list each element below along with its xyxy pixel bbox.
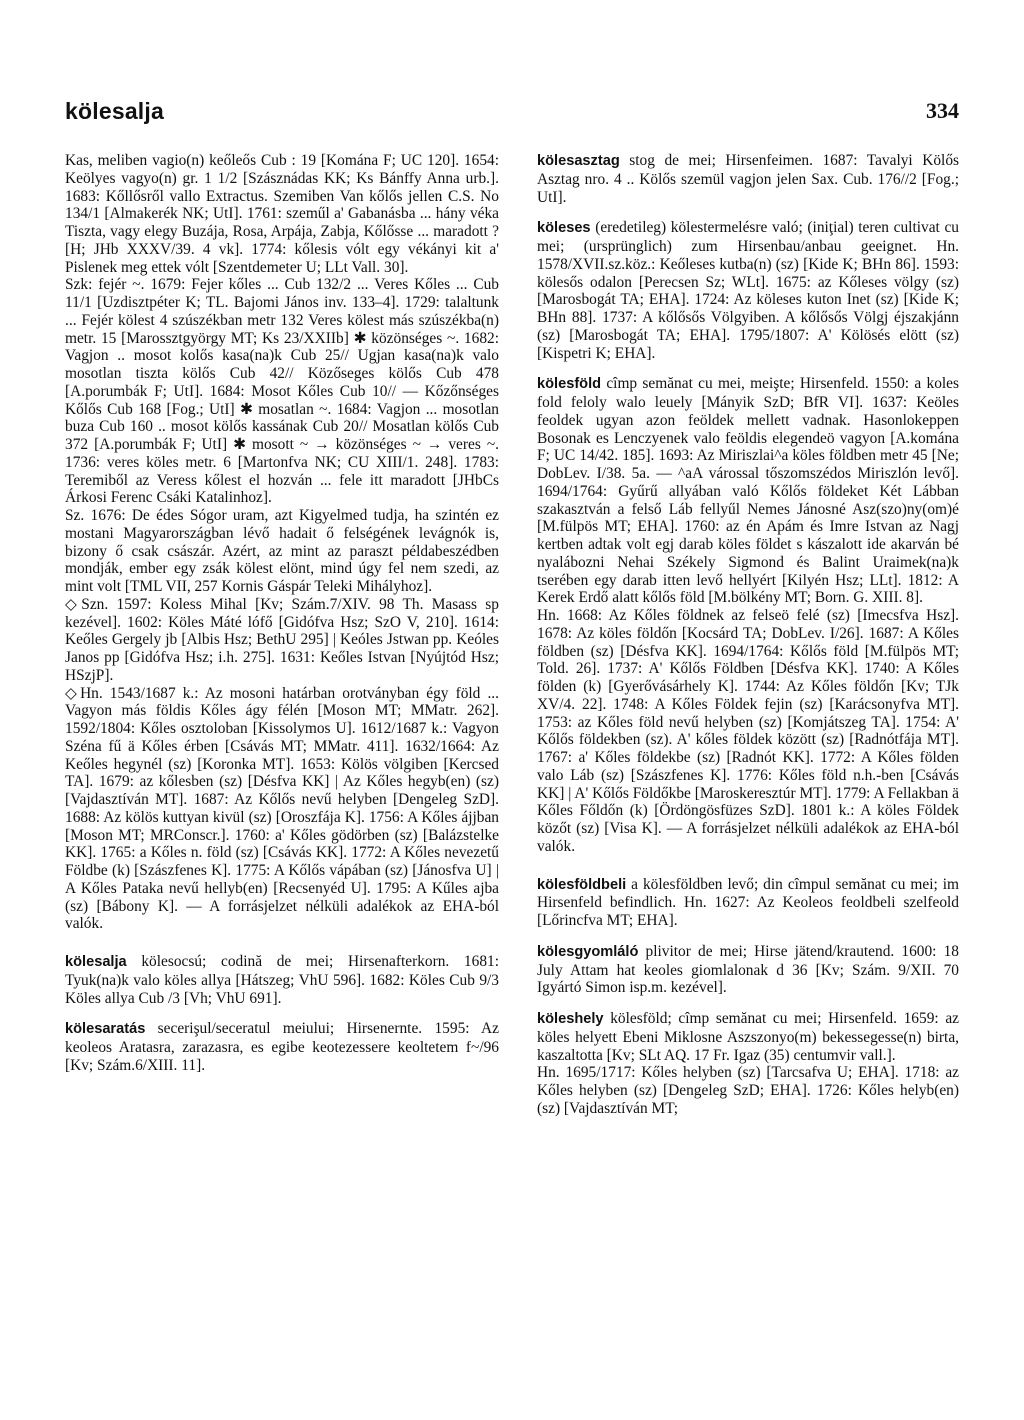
entry-body: (eredetileg) kölestermelésre való; (iniţial) teren cultivat cu mei; (ursprünglich) zum Hirsenbau/anbau geeignet. Hn. 1578/XVII.sz.köz.: Keőleses kutba(n) (sz) [Kide K; BHn 86]. 1593: kölesős odalon [Perecsen Sz; WLt]. 1675: az Kőleses völgy (sz) [Marosbogát TA; EHA]. 1724: Az köleses kuton Inet (sz) [Kide K; BHn 88]. 1737: A kőlősős Völgyiben. A kőlősős Völgj éjszakjánn (sz) [Marosbogát TA; EHA]. 1795/1807: A' Kölösés elött (sz) [Kispetri K; EHA]. bbox=[537, 219, 959, 362]
headword: kölesasztag bbox=[537, 153, 620, 169]
headword: köleses bbox=[537, 220, 591, 237]
entry-kolesgyomlalo bbox=[537, 943, 959, 997]
entry-szk-section: Szk: fejér ~. 1679: Fejer kőles ... Cub 132/2 ... Veres Kőles ... Cub 11/1 [Uzdisztpéter K; TL. Bajomi János inv. 133–4]. 1729: talaltunk ... Fejér kölest 4 szúszékban metr 132 Veres kölest más szúszékba(n) metr. 15 [Marossztgyörgy MT; Ks 23/XXIIb] ✱ közönséges ~. 1682: Vagjon .. mosot kolős kasa(na)k Cub 25// Ugjan kasa(na)k valo mosotlan tiszta kölős Cub 42// Közőseges kölős Cub 478 [A.porumbák F; UtI]. 1684: Mosot Kőles Cub 10// — Kőzőnséges Kőlős Cub 168 [Fog.; UtI] ✱ mosatlan ~. 1684: Vagjon ... mosotlan buza Cub 160 .. mosot kölős kassának Cub 20// Mosatlan kölős Cub 372 [A.porumbák F; UtI] ✱ mosott ~ → közönséges ~ → veres ~. 1736: veres köles metr. 6 [Martonfva NK; CU XIII/1. 248]. 1783: Teremiből az Veress kőlest el hozván ... fele itt maradott [JHbCs Árkosi Ferenc Csáki Katalinhoz]. bbox=[65, 276, 499, 507]
headword: kölesalja bbox=[65, 954, 127, 970]
entry-koleses bbox=[537, 219, 959, 362]
headword: kölesaratás bbox=[65, 1021, 146, 1038]
entry-body: plivitor de mei; Hirse jätend/krautend. 1600: 18 July Attam hat keoles giomlalonak d 36 [Kv; Szám. 9/XII. 70 Igyártó Simon isp.m. kezével]. bbox=[537, 942, 959, 997]
entry-sz-section: Sz. 1676: De édes Sógor uram, azt Kigyelmed tudja, ha szintén ez mostani Magyarországban lévő hadait ő felségének levágnók is, bizony ő csak császár. Azért, az mint az paraszt példabeszédben mondják, ember egy zsák kölest elönt, mind úgy fel nem szedi, az mint volt [TML VII, 257 Kornis Gáspár Teleki Mihályhoz]. bbox=[65, 507, 499, 595]
entry-body: stog de mei; Hirsenfeimen. 1687: Tavalyi Kölős Asztag nro. 4 .. Kölős szemül vagjon jelen Sax. Cub. 176//2 [Fog.; UtI]. bbox=[537, 152, 959, 206]
headword: kölesföld bbox=[537, 376, 602, 393]
entry-kolesaratas bbox=[65, 1020, 499, 1074]
entry-body: a kölesföldben levő; din cîmpul semănat cu mei; im Hirsenfeld befindlich. Hn. 1627: Az Keoleos feoldbeli szelfeold [Lőrincfva MT; EHA]. bbox=[537, 875, 959, 929]
entry-body: kölesocsú; codină de mei; Hirsenafterkorn. 1681: Tyuk(na)k valo köles allya [Hátszeg; VhU 596]. 1682: Köles Cub 9/3 Köles allya Cub /3 [Vh; VhU 691]. bbox=[65, 953, 499, 1007]
entry-body: cîmp semănat cu mei, meişte; Hirsenfeld. 1550: a koles fold feloly walo leuely [Mányik SzD; BfR VI]. 1637: Keöles feoldek ugyan azon feöldek mellett vadnak. Hasonlokeppen Bosonak es Lenczyenek valo feöldis elegendeö vagyon [A.komána F; UC 14/42. 185]. 1693: Az Miriszlai^a köles földben metr 45 [Ne; DobLev. I/38. 5a. — ^aA várossal tőszomszédos Miriszlón levő]. 1694/1764: Gyűrű allyában való Kőlős földeket Két Lábban szakasztván a felső Láb fellyűl Nemes Jánosné Asz(szo)ny(om)é [M.fülpös MT; EHA]. 1760: az én Apám és Imre Istvan az Nagj kertben adtak volt egj darab köles földet s kászalott ide akarván bé nyalábozni Nehai Székely Sigmond és Balint Uraimek(na)k tserében egy darab itten levő hellyért [Kilyén Hsz; LLt]. 1812: A Kerek Erdő alatt kőlős föld [M.bölkény MT; Born. G. XIII. 8]. bbox=[537, 375, 959, 607]
entry-kolesfoldbeli bbox=[537, 876, 959, 930]
entry-hn-section: Hn. 1695/1717: Kőles helyben (sz) [Tarcsafva U; EHA]. 1718: az Kőles helyben (sz) [Dengeleg SzD; EHA]. 1726: Kőles helyb(en) (sz) [Vajdasztíván MT; bbox=[537, 1064, 959, 1117]
headword: kölesföldbeli bbox=[537, 876, 627, 893]
entry-hn-section: ◇Hn. 1543/1687 k.: Az mosoni határban orotványban égy föld ... Vagyon más földis Kőles ágy félén [Moson MT; MMatr. 262]. 1592/1804: Kőles osztoloban [Kissolymos U]. 1612/1687 k.: Vagyon Széna fű ä Kőles érben [Csávás MT; MMatr. 411]. 1632/1664: Az Keőles hegynél (sz) [Koronka MT]. 1653: Kölös völgiben [Kercsed TA]. 1679: az kőlesben (sz) [Désfva KK] | Az Kőles hegyb(en) (sz) [Vajdasztíván MT]. 1687: Az Kőlős nevű helyben [Dengeleg SzD]. 1688: Az kölös kuttyan kivül (sz) [Oroszfája K]. 1756: A Kőles ájjban [Moson MT; MRConscr.]. 1760: a' Kőles gödörben (sz) [Balázstelke KK]. 1765: a Kőles n. föld (sz) [Csávás KK]. 1772: A Kőles nevezetű Földbe (k) [Szászfenes K]. 1775: A Kőlős vápában (sz) [Jánosfva U] | A Kőles Pataka nevű hellyb(en) [Recsenyéd U]. 1795: A Kűles ajba (sz) [Bábony K]. — A forrásjelzet nélküli adalékok az EHA-ból valók. bbox=[65, 684, 499, 933]
entry-koleshely bbox=[537, 1010, 959, 1064]
entry-body: secerişul/seceratul meiului; Hirsenernte. 1595: Az keoleos Aratasra, zarazasra, es egibe keotezessere keoltetem f~/96 [Kv; Szám.6/XIII. 11]. bbox=[65, 1020, 499, 1074]
entry-kolesalja bbox=[65, 953, 499, 1007]
headword: köleshely bbox=[537, 1011, 604, 1027]
entry-body: kölesföld; cîmp semănat cu mei; Hirsenfeld. 1659: az köles helyett Ebeni Miklosne Aszszonyo(m) bekessegesse(n) birta, kaszaltotta [Kv; SLt AQ. 17 Fr. Igaz (35) centumvir vall.]. bbox=[537, 1010, 959, 1064]
page-number: 334 bbox=[926, 98, 959, 123]
entry-kolesasztag bbox=[537, 152, 959, 206]
entry-szn-section: ◇Szn. 1597: Koless Mihal [Kv; Szám.7/XIV. 98 Th. Masass sp kezével]. 1602: Köles Máté lófő [Gidófva Hsz; SzO V, 210]. 1614: Keőles Gergely jb [Albis Hsz; BethU 295] | Keóles Jstwan pp. Keóles Janos pp [Gidófva Hsz; i.h. 275]. 1631: Keőles Istvan [Nyújtód Hsz; HSzjP]. bbox=[65, 595, 499, 684]
running-head: kölesalja bbox=[65, 98, 164, 124]
entry-kolesfold bbox=[537, 375, 959, 607]
entry-hn-section: Hn. 1668: Az Kőles földnek az felseö felé (sz) [Imecsfva Hsz]. 1678: Az köles földőn [Kocsárd TA; DobLev. I/26]. 1687: A Kőles földben (sz) [Désfva KK]. 1694/1764: Kőlős föld [M.fülpös MT; Told. 26]. 1737: A' Kőlős Földben [Désfva KK]. 1740: A Kőles földen (k) [Gyerővásárhely K]. 1744: Az Kőles földőn [Kv; TJk XV/4. 22]. 1748: A Kőles Földek fejin (sz) [Karácsonyfva MT]. 1753: az Kőles föld nevű helyben (sz) [Komjátszeg TA]. 1754: A' Kőlős földekben (sz). A' kőles földek között (sz) [Radnótfája MT]. 1767: a' Kőles földekbe (sz) [Radnót KK]. 1772: A Kőles földen valo Láb (sz) [Szászfenes K]. 1776: Kőles föld n.h.-ben [Csávás KK] | A' Kőlős Földőkbe [Maroskeresztúr MT]. 1779: A Fellakban ä Kőles Főldőn (k) [Ördöngösfüzes SzD]. 1801 k.: A köles Földek közőt (sz) [Visa K]. — A forrásjelzet nélküli adalékok az EHA-ból valók. bbox=[537, 607, 959, 855]
left-column bbox=[65, 152, 499, 1075]
headword: kölesgyomláló bbox=[537, 943, 639, 960]
entry-continuation: Kas, meliben vagio(n) keőleős Cub : 19 [Komána F; UC 120]. 1654: Keölyes vagyo(n) gr. 1 1/2 [Szásznádas KK; Ks Bánffy Anna urb.]. 1683: Kőllősről vallo Extractus. Szemiben Van kőlős jellen C.S. No 134/1 [Almakerék NK; UtI]. 1761: szeműl a' Gabanásba ... hány véka Tiszta, vagy elegy Buzája, Rosa, Arpája, Zabja, Kőlősse ... maradott ? [H; JHb XXXV/39. 4 vk]. 1774: kőlesis vólt egy vékányi kit a' Pislenek meg ettek vólt [Szentdemeter U; LLt Vall. 30]. bbox=[65, 152, 499, 276]
right-column bbox=[537, 152, 959, 1118]
